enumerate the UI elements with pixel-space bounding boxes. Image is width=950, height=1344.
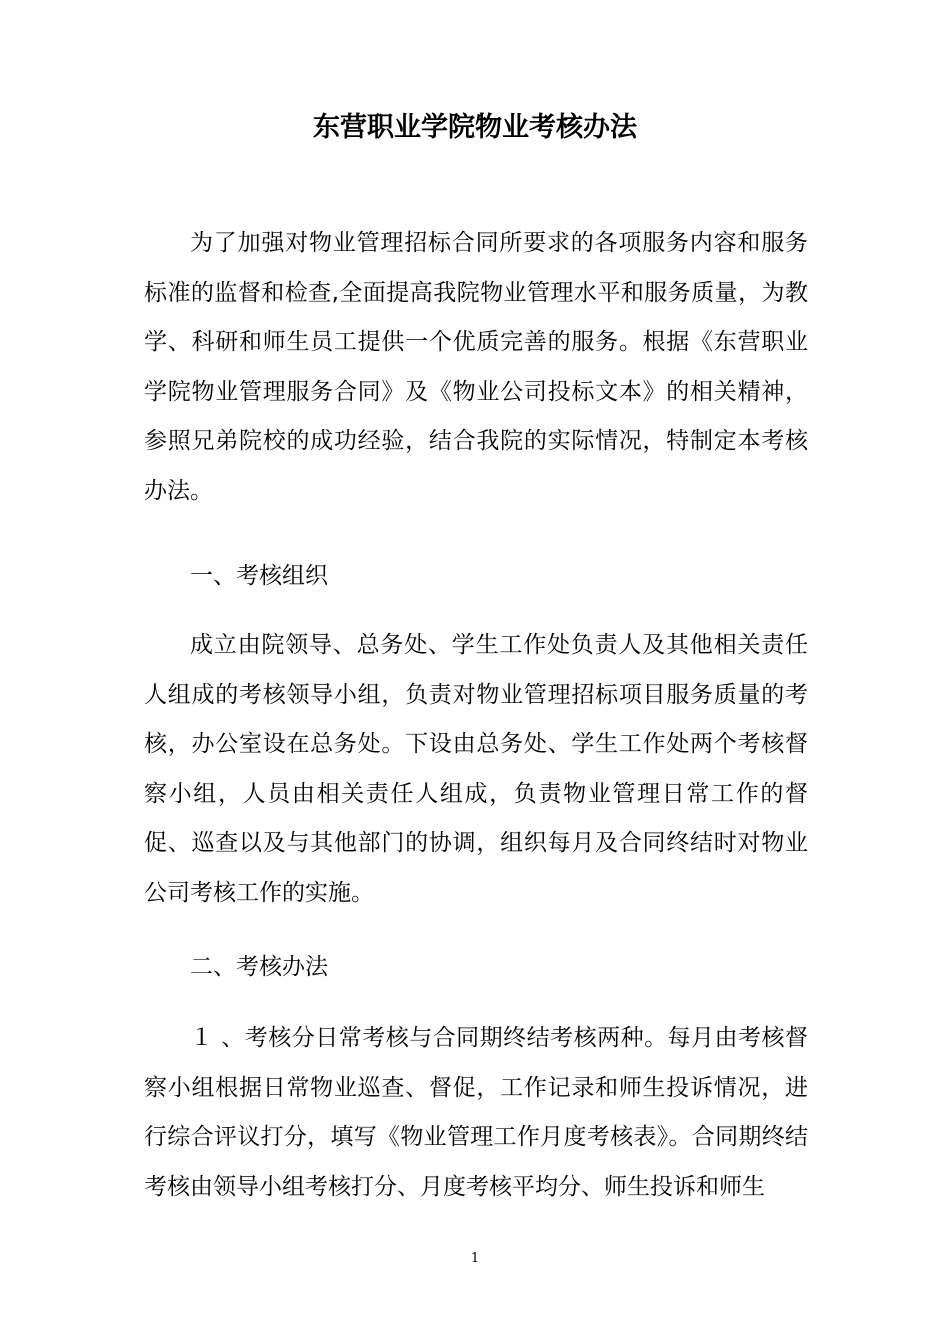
page-number: 1 (470, 1251, 480, 1266)
section-body-organization: 成立由院领导、总务处、学生工作处负责人及其他相关责任人组成的考核领导小组，负责对物业管理招标项目服务质量的考核，办公室设在总务处。下设由总务处、学生工作处两个考核督察小组，人员由相关责任人组成，负责物业管理日常工作的督促、巡查以及与其他部门的协调，组织每月及合同终结时对物业公司考核工作的实施。 (144, 632, 808, 906)
section-body-method: １ 、考核分日常考核与合同期终结考核两种。每月由考核督察小组根据日常物业巡查、督促，工作记录和师生投诉情况，进行综合评议打分，填写《物业管理工作月度考核表》。合同期终结考核由领导小组考核打分、月度考核平均分、师生投诉和师生 (144, 1025, 808, 1200)
section-heading-organization: 一、考核组织 (190, 563, 328, 589)
document-title: 东营职业学院物业考核办法 (313, 112, 637, 143)
section-heading-method: 二、考核办法 (190, 954, 328, 980)
intro-paragraph: 为了加强对物业管理招标合同所要求的各项服务内容和服务标准的监督和检查,全面提高我院物业管理水平和服务质量，为教学、科研和师生员工提供一个优质完善的服务。根据《东营职业学院物业管理服务合同》及《物业公司投标文本》的相关精神，参照兄弟院校的成功经验，结合我院的实际情况，特制定本考核办法。 (144, 230, 808, 504)
